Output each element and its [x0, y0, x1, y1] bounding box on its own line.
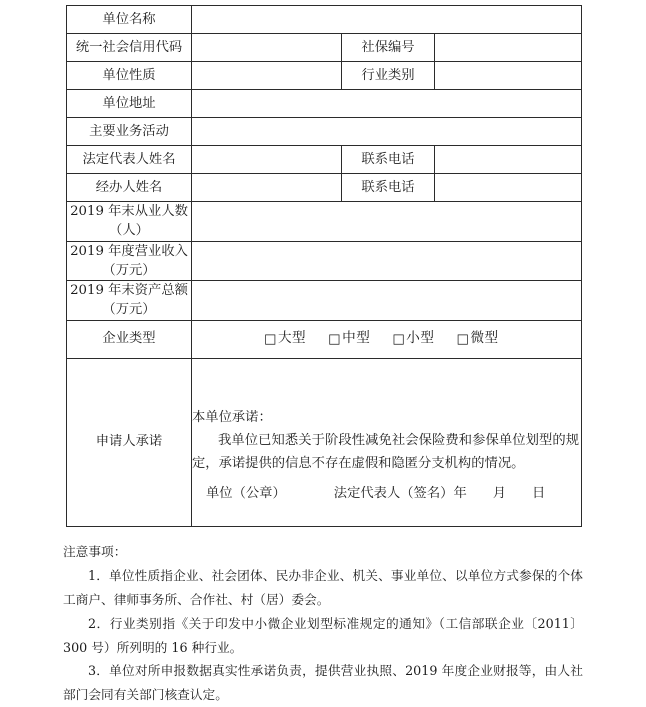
table-row: [67, 118, 582, 146]
field-input-legal-rep-name[interactable]: [192, 146, 342, 174]
note-item-2: 2．行业类别指《关于印发中小微企业划型标准规定的通知》（工信部联企业〔2011〕300 号）所列明的 16 种行业。: [63, 615, 583, 655]
field-label-handler-phone: 联系电话: [342, 174, 435, 202]
field-label-annual-revenue: [67, 241, 192, 281]
application-form-table: [66, 5, 582, 527]
checkbox-label-micro: 微型: [470, 330, 499, 347]
field-input-unit-nature[interactable]: [192, 62, 342, 90]
commitment-content: [192, 358, 582, 526]
checkbox-icon: □: [264, 331, 277, 347]
table-row: [67, 90, 582, 118]
field-input-total-assets[interactable]: [192, 281, 582, 321]
table-row: [67, 358, 582, 526]
field-label-unit-address: 单位地址: [67, 90, 192, 118]
field-input-handler-name[interactable]: [192, 174, 342, 202]
field-label-applicant-commitment: 申请人承诺: [67, 358, 192, 526]
table-row: [67, 34, 582, 62]
date-day-label: 日: [532, 486, 546, 502]
field-input-annual-revenue[interactable]: [192, 241, 582, 281]
checkbox-label-small: 小型: [406, 330, 435, 347]
field-enterprise-type-options: [192, 320, 582, 358]
table-row: [67, 62, 582, 90]
table-row: [67, 146, 582, 174]
field-label-annual-revenue-unit: （万元）: [102, 262, 156, 278]
field-label-industry-category: 行业类别: [342, 62, 435, 90]
field-label-legal-rep-phone: 联系电话: [342, 146, 435, 174]
field-input-credit-code[interactable]: [192, 34, 342, 62]
table-row: [67, 174, 582, 202]
commitment-body-text: 我单位已知悉关于阶段性减免社会保险费和参保单位划型的规定，承诺提供的信息不存在虚假和隐匿分支机构的情况。: [192, 433, 580, 472]
checkbox-option-large[interactable]: [264, 329, 306, 349]
date-month-label: 月: [492, 486, 507, 502]
field-label-legal-rep-name: 法定代表人姓名: [67, 146, 192, 174]
field-input-industry-category[interactable]: [435, 62, 582, 90]
field-label-unit-name: 单位名称: [67, 6, 192, 34]
date-year-label: 年: [453, 486, 467, 502]
field-input-employee-count[interactable]: [192, 202, 582, 242]
checkbox-label-large: 大型: [277, 330, 307, 347]
field-label-social-insurance-no: 社保编号: [342, 34, 435, 62]
checkbox-icon: □: [392, 331, 406, 347]
note-item-1: 1．单位性质指企业、社会团体、民办非企业、机关、事业单位、以单位方式参保的个体工商户、律师事务所、合作社、村（居）委会。: [63, 567, 583, 607]
field-label-handler-name: 经办人姓名: [67, 174, 192, 202]
table-row: [67, 281, 582, 321]
field-input-unit-name[interactable]: [192, 6, 582, 34]
signature-row: [206, 484, 567, 503]
field-label-unit-nature: 单位性质: [67, 62, 192, 90]
field-label-total-assets: [67, 281, 192, 321]
checkbox-icon: □: [328, 331, 342, 347]
field-label-credit-code: 统一社会信用代码: [67, 34, 192, 62]
table-row: [67, 241, 582, 281]
field-input-main-business[interactable]: [192, 118, 582, 146]
field-label-employee-count: [67, 202, 192, 242]
signature-date[interactable]: [453, 484, 573, 503]
table-row: [67, 6, 582, 34]
field-label-employee-count-unit: （人）: [109, 223, 149, 239]
notes-title: 注意事项：: [63, 544, 127, 559]
field-label-employee-count-line1: 2019 年末从业人数: [70, 204, 188, 219]
field-input-social-insurance-no[interactable]: [435, 34, 582, 62]
table-row: [67, 320, 582, 358]
field-label-total-assets-unit: （万元）: [102, 302, 156, 318]
field-input-unit-address[interactable]: [192, 90, 582, 118]
checkbox-option-medium[interactable]: [328, 329, 370, 349]
field-input-handler-phone[interactable]: [435, 174, 582, 202]
signature-legal-representative[interactable]: 法定代表人（签名）: [333, 486, 454, 502]
checkbox-icon: □: [456, 331, 470, 347]
field-label-total-assets-line1: 2019 年末资产总额: [70, 283, 188, 299]
field-label-enterprise-type: 企业类型: [67, 320, 192, 358]
notes-section: [63, 540, 583, 707]
signature-unit-seal[interactable]: 单位（公章）: [206, 486, 286, 502]
checkbox-option-small[interactable]: [392, 329, 434, 349]
checkbox-label-medium: 中型: [342, 330, 371, 347]
field-input-legal-rep-phone[interactable]: [435, 146, 582, 174]
field-label-annual-revenue-line1: 2019 年度营业收入: [70, 243, 188, 259]
field-label-main-business: 主要业务活动: [67, 118, 192, 146]
note-item-3: 3．单位对所申报数据真实性承诺负责，提供营业执照、2019 年度企业财报等，由人社部门会同有关部门核查认定。: [63, 663, 583, 703]
commitment-heading: 本单位承诺：: [192, 410, 272, 426]
checkbox-option-micro[interactable]: [456, 329, 498, 349]
table-row: [67, 202, 582, 242]
